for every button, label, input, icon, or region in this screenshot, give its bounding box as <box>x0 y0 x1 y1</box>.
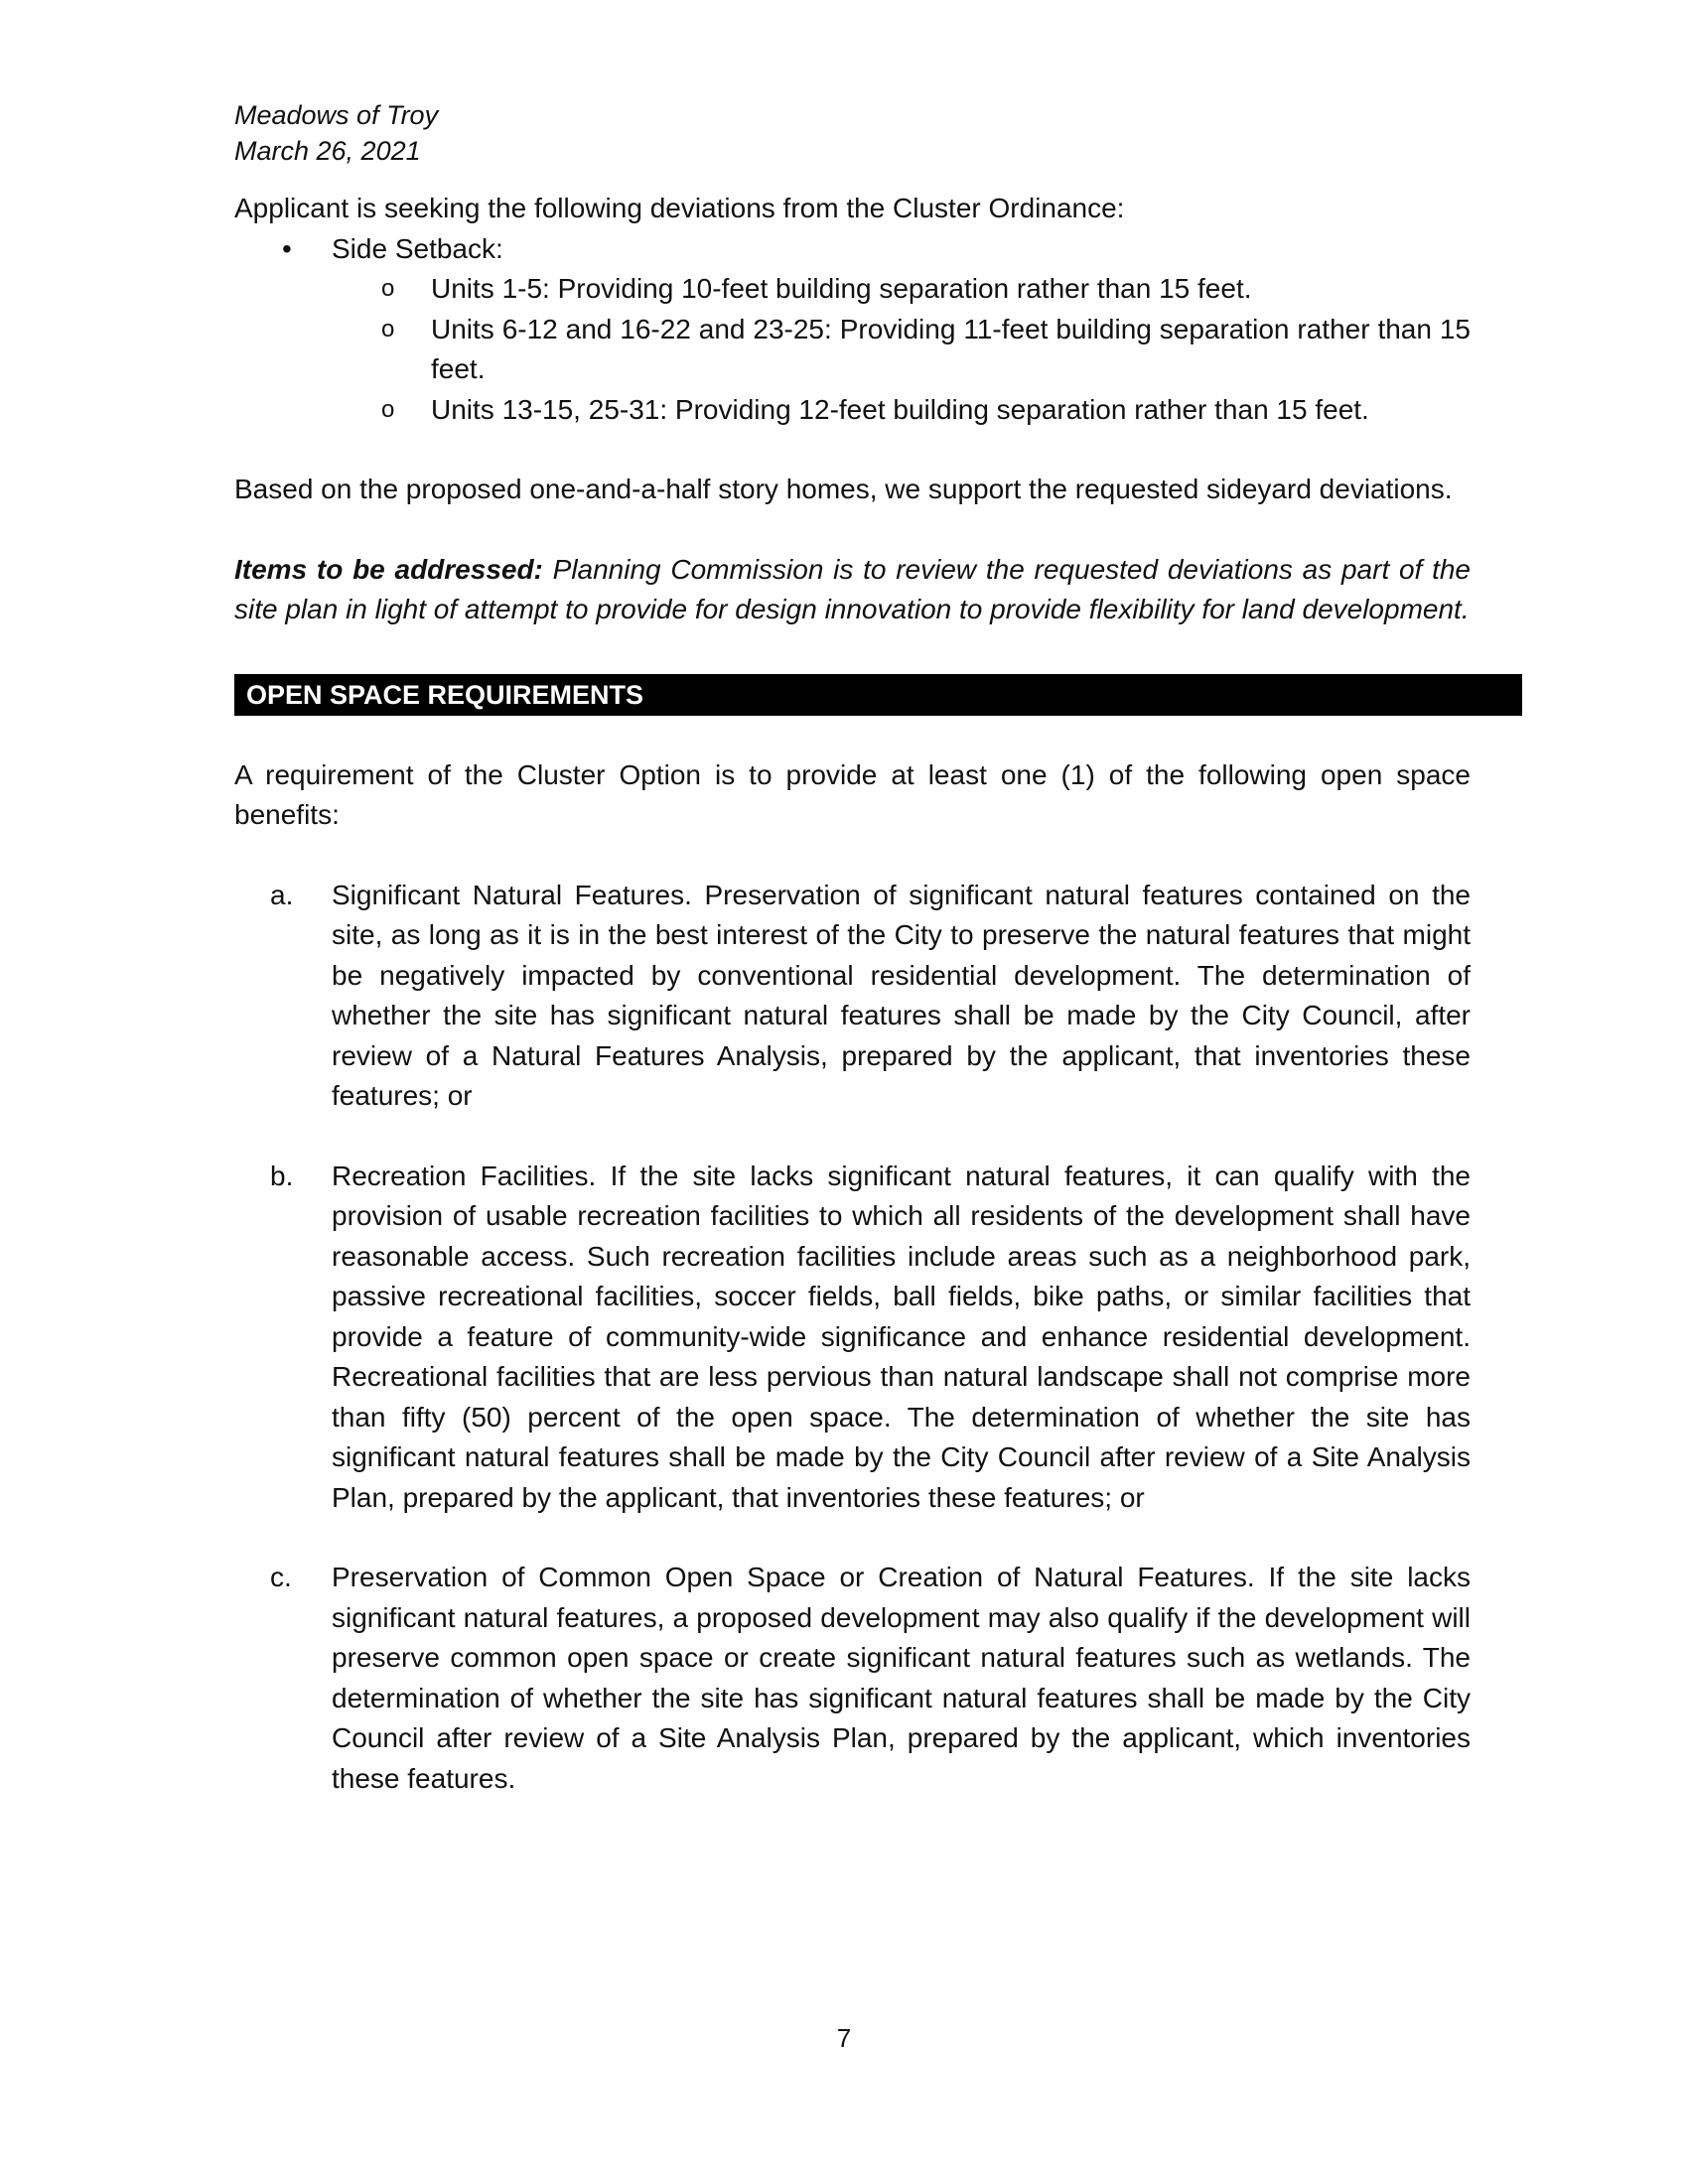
sub-item-text: Units 13-15, 25-31: Providing 12-feet building separation rather than 15 feet. <box>431 393 1369 425</box>
open-space-intro: A requirement of the Cluster Option is to provide at least one (1) of the following open space benefits: <box>234 758 1471 830</box>
list-item <box>234 310 1471 390</box>
section-heading: OPEN SPACE REQUIREMENTS <box>234 674 1522 716</box>
sub-item-text: Units 1-5: Providing 10-feet building separation rather than 15 feet. <box>431 273 1252 304</box>
header-date: March 26, 2021 <box>234 136 421 166</box>
circle-bullet-icon: o <box>381 315 395 342</box>
header-project: Meadows of Troy <box>234 100 439 130</box>
list-item <box>234 1558 1471 1799</box>
item-text: Recreation Facilities. If the site lacks significant natural features, it can qualify with the provision of usable recreation facilities to which all residents of the development shall have reasonable access. Such recreation facilities include areas such as a neighborhood park, passive recreational facilities, soccer fields, ball fields, bike paths, or similar facilities that provide a feature of community-wide significance and enhance residential development. Recreational facilities that are less pervious than natural landscape shall not comprise more than fifty (50) percent of the open space. The determination of whether the site has significant natural features shall be made by the City Council after review of a Site Analysis Plan, prepared by the applicant, that inventories these features; or <box>332 1160 1471 1513</box>
item-letter: b. <box>270 1160 294 1191</box>
item-letter: a. <box>270 879 294 910</box>
list-item <box>234 269 1471 310</box>
bullet-label: Side Setback: <box>332 232 503 264</box>
items-note-text: Planning Commission is to review the requested deviations as part of the site plan in light of attempt to provide for design innovation to provide flexibility for land development. <box>234 553 1471 624</box>
items-to-be-addressed <box>234 550 1471 630</box>
item-text: Preservation of Common Open Space or Creation of Natural Features. If the site lacks significant natural features, a proposed development may also qualify if the development will preserve common open space or create significant natural features such as wetlands. The determination of whether the site has significant natural features shall be made by the City Council after review of a Site Analysis Plan, prepared by the applicant, which inventories these features. <box>332 1562 1471 1794</box>
circle-bullet-icon: o <box>381 275 395 302</box>
list-item <box>234 876 1471 1117</box>
item-letter: c. <box>270 1562 292 1592</box>
list-item <box>234 1157 1471 1519</box>
bullet-icon: • <box>282 232 292 264</box>
items-note-label: Items to be addressed: <box>234 553 543 585</box>
page-number: 7 <box>836 2023 852 2053</box>
sub-item-text: Units 6-12 and 16-22 and 23-25: Providing 11-feet building separation rather than 15 feet. <box>431 313 1471 384</box>
item-text: Significant Natural Features. Preservation of significant natural features contained on the site, as long as it is in the best interest of the City to preserve the natural features that might be negatively impacted by conventional residential development. The determination of whether the site has significant natural features shall be made by the City Council, after review of a Natural Features Analysis, prepared by the applicant, that inventories these features; or <box>332 879 1471 1111</box>
setback-sub-list <box>234 269 1471 430</box>
list-item <box>234 390 1471 431</box>
benefits-list <box>234 876 1471 1800</box>
support-paragraph: Based on the proposed one-and-a-half story homes, we support the requested sideyard deviations. <box>234 474 1453 504</box>
bullet-side-setback <box>234 229 1471 270</box>
intro-paragraph: Applicant is seeking the following deviations from the Cluster Ordinance: <box>234 193 1125 223</box>
document-page <box>234 97 1471 1799</box>
circle-bullet-icon: o <box>381 395 395 423</box>
